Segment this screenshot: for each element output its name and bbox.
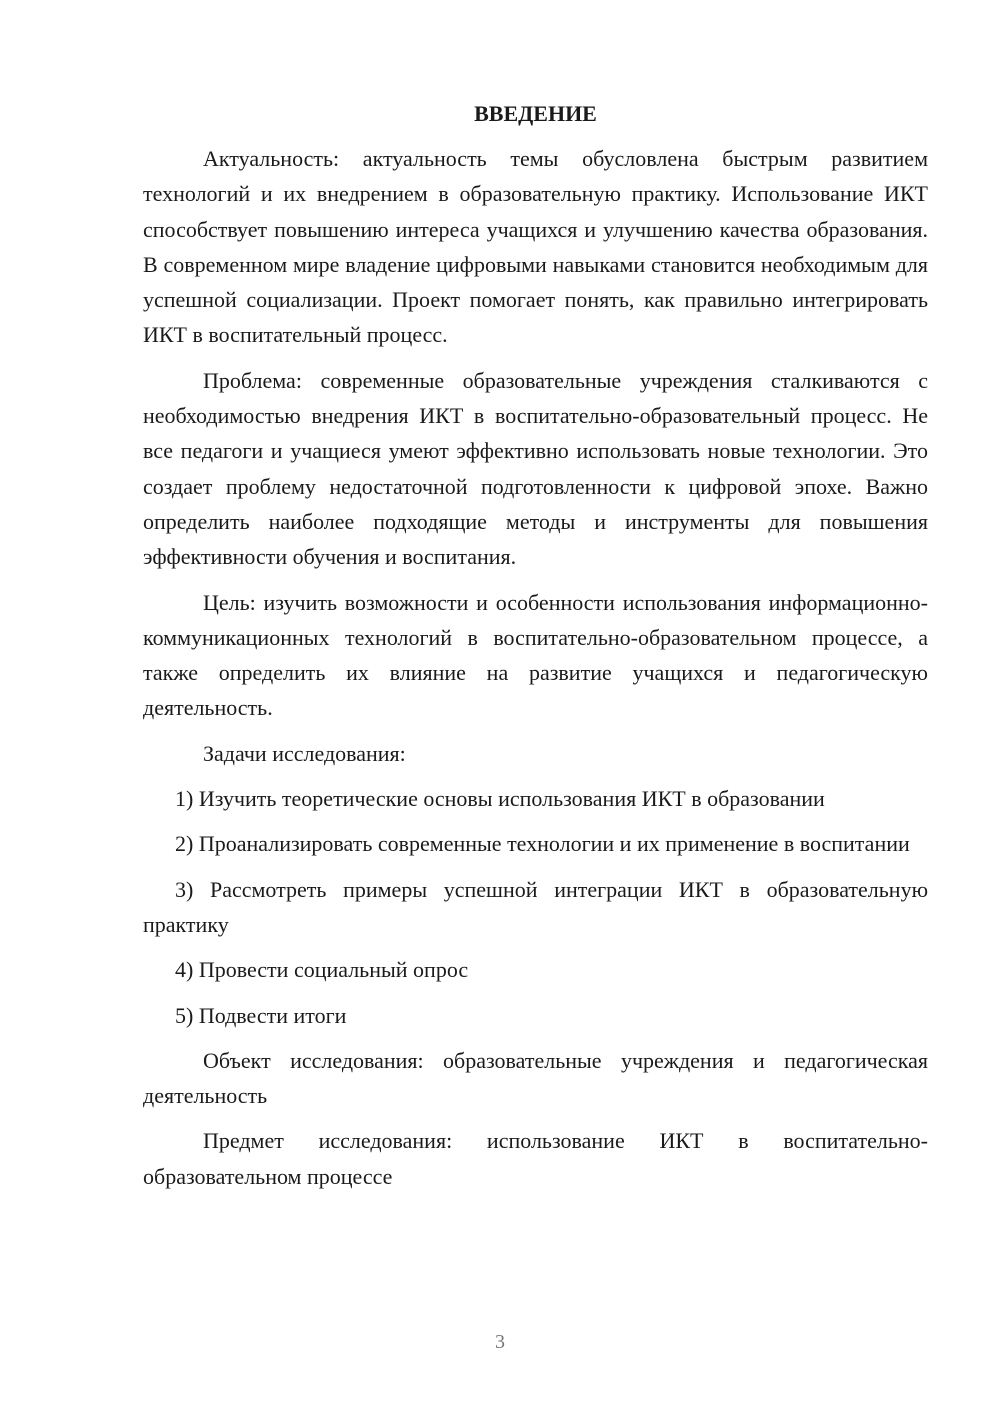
page-number: 3	[495, 1331, 505, 1353]
paragraph-goal: Цель: изучить возможности и особенности использования информационно-коммуникационных технологий в воспитательно-образовательном процессе, а также определить их влияние на развитие учащихся и педагогическую деятельность.	[143, 589, 928, 721]
paragraph-relevance: Актуальность: актуальность темы обусловлена быстрым развитием технологий и их внедрением в образовательную практику. Использование ИКТ способствует повышению интереса учащихся и улучшению качества образования. В современном мире владение цифровыми навыками становится необходимым для успешной социализации. Проект помогает понять, как правильно интегрировать ИКТ в воспитательный процесс.	[143, 146, 928, 348]
task-item: 1) Изучить теоретические основы использования ИКТ в образовании	[175, 786, 825, 812]
task-item: 4) Провести социальный опрос	[175, 957, 469, 983]
paragraph-problem: Проблема: современные образовательные учреждения сталкиваются с необходимостью внедрения ИКТ в воспитательно-образовательный процесс. Не все педагоги и учащиеся умеют эффективно использовать новые технологии. Это создает проблему недостаточной подготовленности к цифровой эпохе. Важно определить наиболее подходящие методы и инструменты для повышения эффективности обучения и воспитания.	[143, 367, 928, 570]
paragraph-tasks-heading: Задачи исследования:	[203, 740, 406, 766]
section-heading: ВВЕДЕНИЕ	[474, 101, 597, 126]
document-page	[143, 96, 928, 1204]
task-item: 2) Проанализировать современные технологии и их применение в воспитании	[175, 831, 910, 857]
task-item: 3) Рассмотреть примеры успешной интеграции ИКТ в образовательную практику	[143, 876, 928, 937]
paragraph-object: Объект исследования: образовательные учреждения и педагогическая деятельность	[143, 1047, 928, 1109]
task-item: 5) Подвести итоги	[175, 1002, 347, 1028]
paragraph-subject: Предмет исследования: использование ИКТ в воспитательно-образовательном процессе	[143, 1128, 928, 1189]
